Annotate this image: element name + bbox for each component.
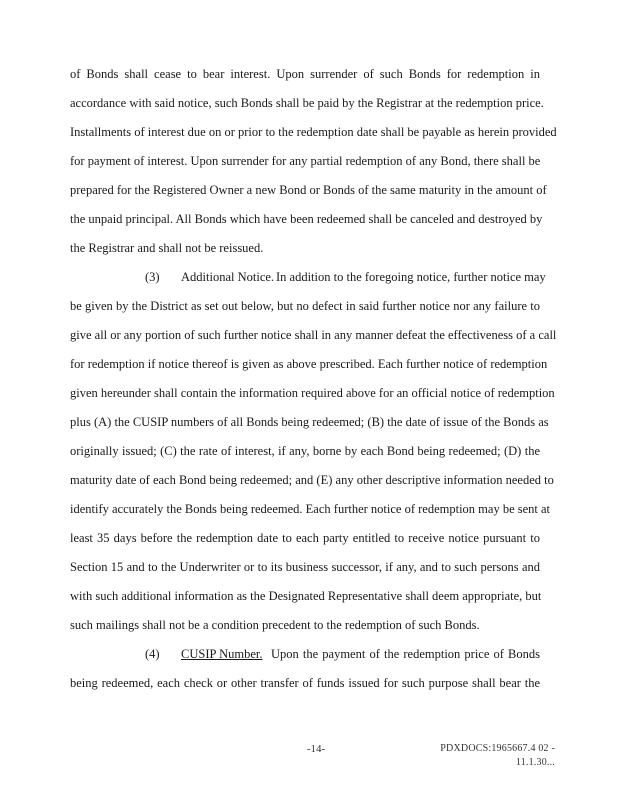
paragraph-heading: Additional Notice. xyxy=(181,270,275,284)
body-line: with such additional information as the Designated Representative shall deem appropriate, but xyxy=(70,589,542,603)
body-line: Upon the payment of the redemption price of Bonds xyxy=(271,647,540,661)
body-line: the unpaid principal. All Bonds which have been redeemed shall be canceled and destroyed by xyxy=(70,212,543,226)
body-line: of Bonds shall cease to bear interest. Upon surrender of such Bonds for redemption in xyxy=(70,67,540,81)
body-line: give all or any portion of such further notice shall in any manner defeat the effectiveness of a call xyxy=(70,328,557,342)
document-id: PDXDOCS:1965667.4 02 - 11.1.30... xyxy=(440,743,555,768)
body-line: least 35 days before the redemption date to each party entitled to receive notice pursuant to xyxy=(70,531,540,545)
paragraph-heading: CUSIP Number. xyxy=(181,647,263,661)
body-line: be given by the District as set out below, but no defect in said further notice nor any failure to xyxy=(70,299,540,313)
body-line: prepared for the Registered Owner a new Bond or Bonds of the same maturity in the amount of xyxy=(70,183,547,197)
body-line: the Registrar and shall not be reissued. xyxy=(70,241,264,255)
paragraph-number: (4) xyxy=(145,647,160,661)
body-line: originally issued; (C) the rate of interest, if any, borne by each Bond being redeemed; (D) the xyxy=(70,444,540,458)
body-line: identify accurately the Bonds being redeemed. Each further notice of redemption may be sent at xyxy=(70,502,551,516)
body-line: accordance with said notice, such Bonds shall be paid by the Registrar at the redemption price. xyxy=(70,96,544,110)
body-line: being redeemed, each check or other transfer of funds issued for such purpose shall bear the xyxy=(70,676,540,690)
body-line: given hereunder shall contain the information required above for an official notice of redemption xyxy=(70,386,555,400)
body-line: for payment of interest. Upon surrender for any partial redemption of any Bond, there shall be xyxy=(70,154,541,168)
body-line: plus (A) the CUSIP numbers of all Bonds being redeemed; (B) the date of issue of the Bonds as xyxy=(70,415,549,429)
body-line: Section 15 and to the Underwriter or to its business successor, if any, and to such persons and xyxy=(70,560,540,574)
body-line: Installments of interest due on or prior to the redemption date shall be payable as herein provided xyxy=(70,125,557,139)
body-line: maturity date of each Bond being redeemed; and (E) any other descriptive information needed to xyxy=(70,473,554,487)
body-line: In addition to the foregoing notice, further notice may xyxy=(276,270,546,284)
page-number: -14- xyxy=(306,743,326,755)
paragraph-number: (3) xyxy=(145,270,160,284)
body-line: for redemption if notice thereof is given as above prescribed. Each further notice of redemption xyxy=(70,357,548,371)
body-line: such mailings shall not be a condition precedent to the redemption of such Bonds. xyxy=(70,618,480,632)
